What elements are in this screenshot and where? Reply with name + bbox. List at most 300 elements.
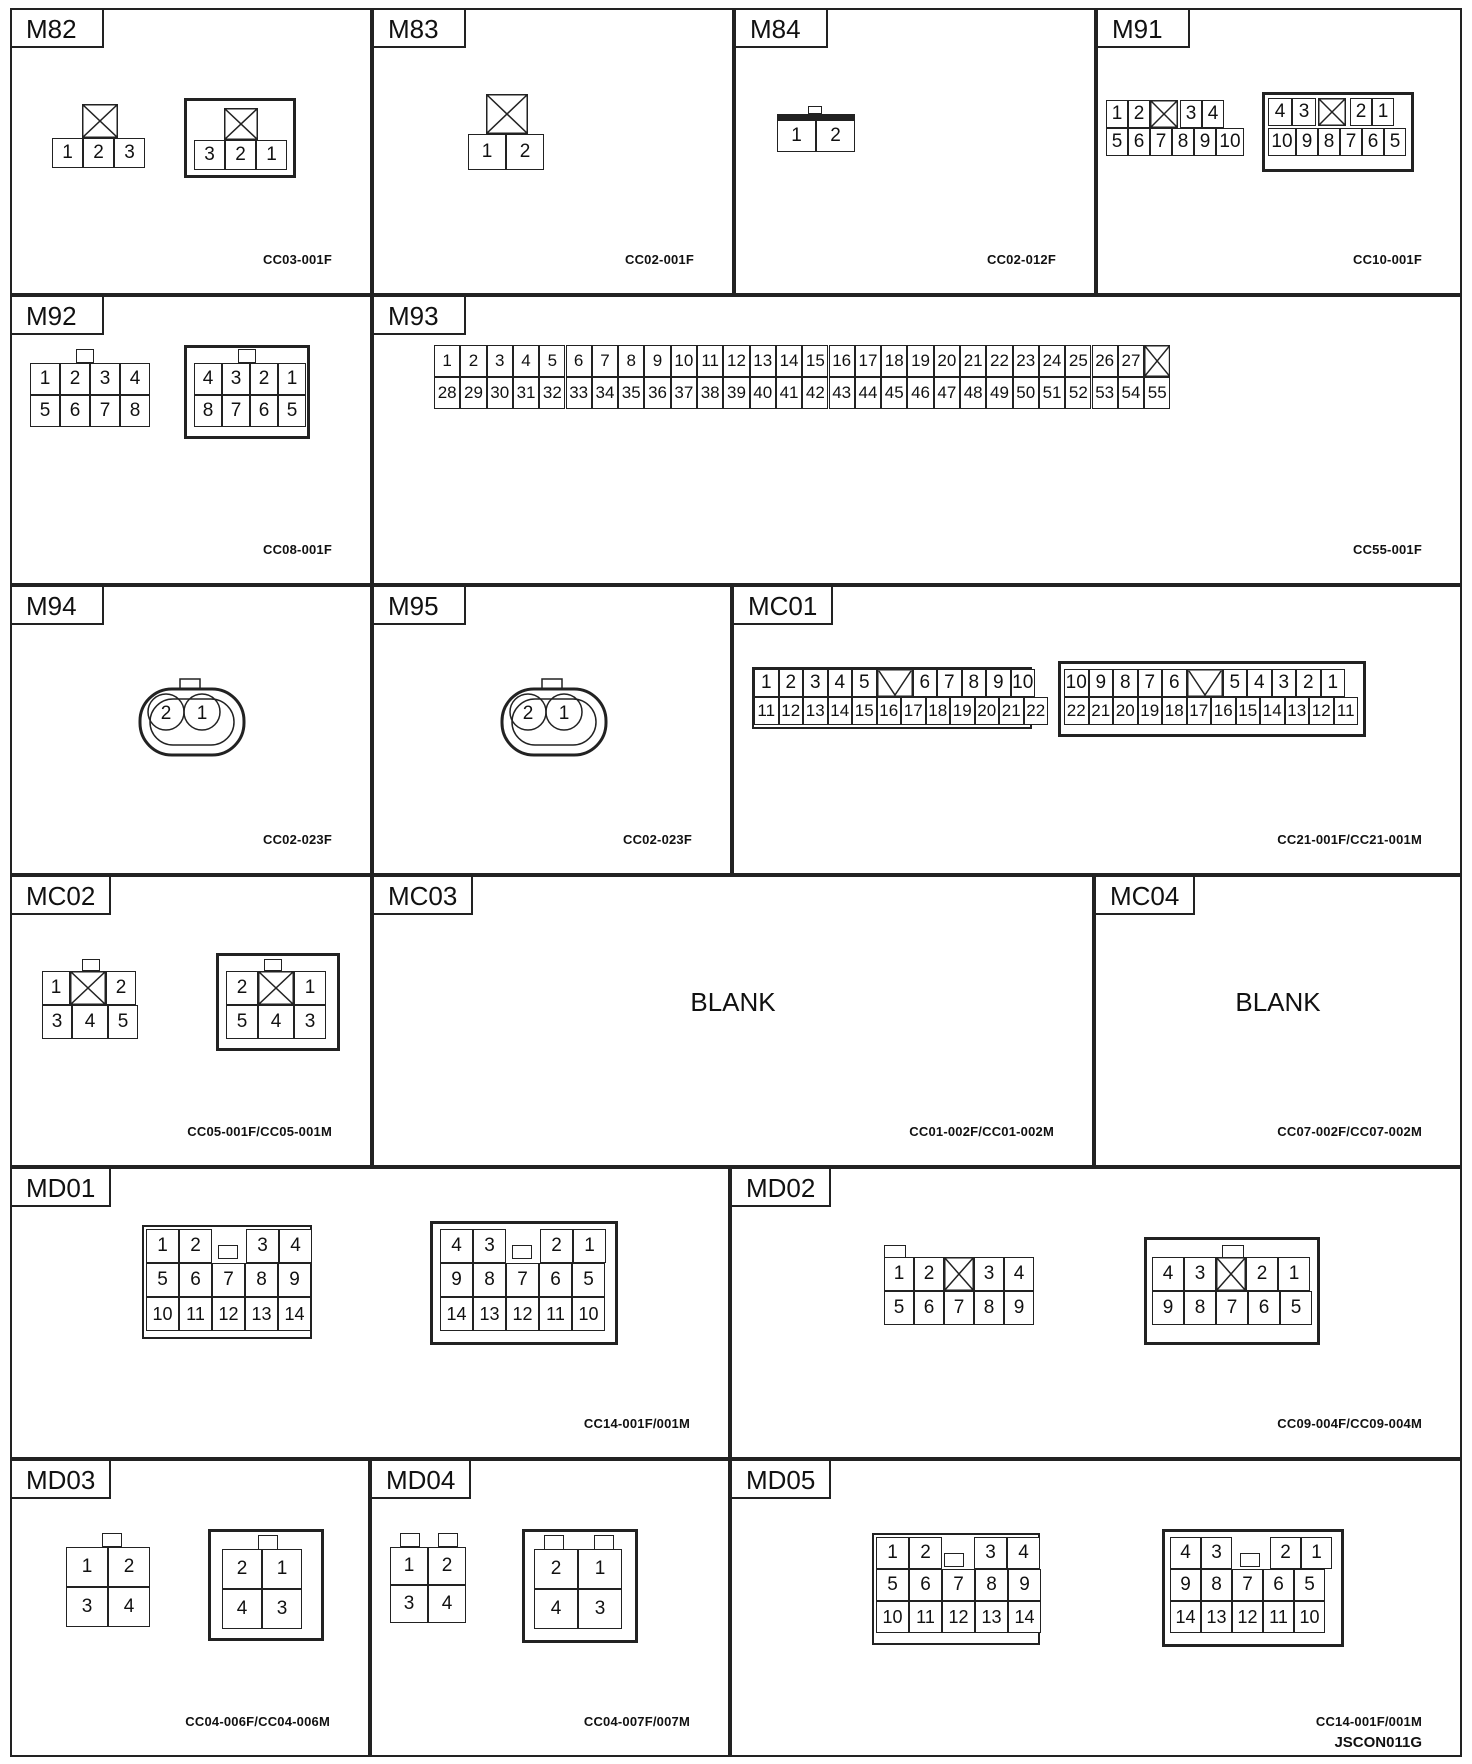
blocked-cavity-icon xyxy=(944,1257,974,1291)
pin-cavity: 2 xyxy=(225,140,256,170)
pin-cavity: 5 xyxy=(876,1569,909,1601)
round-pin xyxy=(508,692,548,732)
round-pin xyxy=(182,692,222,732)
pin-cavity: 13 xyxy=(473,1297,506,1331)
pin-cavity: 21 xyxy=(960,345,986,377)
pin-cavity: 44 xyxy=(855,377,881,409)
pin-cavity: 1 xyxy=(1106,100,1128,128)
pin-cavity: 3 xyxy=(1201,1537,1232,1569)
pin-cavity: 2 xyxy=(506,134,544,170)
pin-cavity: 3 xyxy=(246,1229,279,1263)
pin-cavity: 5 xyxy=(1294,1569,1325,1601)
pin-cavity: 9 xyxy=(1152,1291,1184,1325)
pin-cavity: 13 xyxy=(1201,1601,1232,1633)
pin-cavity: 9 xyxy=(1089,669,1114,697)
pin-cavity: 38 xyxy=(697,377,723,409)
pin-cavity: 3 xyxy=(803,669,828,697)
part-code: CC04-007F/007M xyxy=(583,1714,690,1729)
connector-id-label: MD01 xyxy=(12,1169,111,1207)
pin-cavity: 2 xyxy=(909,1537,942,1569)
pin-cavity: 7 xyxy=(937,669,962,697)
pin-cavity: 7 xyxy=(1138,669,1163,697)
pin-cavity: 4 xyxy=(1170,1537,1201,1569)
pin-cavity: 2 xyxy=(428,1547,466,1585)
pin-cavity: 4 xyxy=(513,345,539,377)
pin-cavity: 8 xyxy=(1318,128,1340,156)
locking-tab xyxy=(218,1245,238,1259)
pin-cavity: 1 xyxy=(52,138,83,168)
pin-cavity: 6 xyxy=(566,345,592,377)
pin-cavity: 1 xyxy=(1301,1537,1332,1569)
blocked-cavity-icon xyxy=(224,108,258,140)
part-code: CC14-001F/001M xyxy=(1315,1714,1422,1729)
connector-cell-mc04 xyxy=(1094,875,1462,1167)
pin-cavity: 6 xyxy=(909,1569,942,1601)
pin-cavity: 12 xyxy=(1309,697,1334,725)
pin-cavity: 2 xyxy=(460,345,486,377)
pin-cavity: 14 xyxy=(828,697,853,725)
connector-id-label: M94 xyxy=(12,587,104,625)
pin-cavity: 39 xyxy=(723,377,749,409)
pin-cavity: 1 xyxy=(777,120,816,152)
pin-cavity: 5 xyxy=(226,1005,258,1039)
pin-cavity: 5 xyxy=(1384,128,1406,156)
pin-cavity: 11 xyxy=(179,1297,212,1331)
part-code: CC21-001F/CC21-001M xyxy=(1277,832,1422,847)
pin-cavity: 47 xyxy=(934,377,960,409)
pin-cavity: 9 xyxy=(1194,128,1216,156)
pin-cavity: 23 xyxy=(1013,345,1039,377)
pin-cavity: 2 xyxy=(1296,669,1321,697)
pin-cavity: 1 xyxy=(876,1537,909,1569)
pin-cavity: 2 xyxy=(816,120,855,152)
pin-cavity: 19 xyxy=(1138,697,1163,725)
pin-cavity: 6 xyxy=(60,395,90,427)
locking-tab xyxy=(512,1245,532,1259)
pin-cavity: 11 xyxy=(909,1601,942,1633)
pin-cavity: 6 xyxy=(179,1263,212,1297)
pin-cavity: 1 xyxy=(262,1549,302,1589)
pin-cavity: 24 xyxy=(1039,345,1065,377)
pin-cavity: 2 xyxy=(60,363,90,395)
pin-cavity: 3 xyxy=(90,363,120,395)
pin-cavity: 8 xyxy=(1184,1291,1216,1325)
pin-cavity: 4 xyxy=(194,363,222,395)
connector-cell-md05 xyxy=(730,1459,1462,1757)
pin-cavity: 2 xyxy=(226,971,258,1005)
pin-cavity: 7 xyxy=(592,345,618,377)
pin-cavity: 3 xyxy=(578,1589,622,1629)
pin-cavity: 6 xyxy=(913,669,938,697)
pin-cavity: 5 xyxy=(884,1291,914,1325)
pin-cavity: 5 xyxy=(539,345,565,377)
part-code: CC09-004F/CC09-004M xyxy=(1277,1416,1422,1431)
pin-cavity: 6 xyxy=(1248,1291,1280,1325)
pin-cavity: 15 xyxy=(802,345,828,377)
pin-cavity: 22 xyxy=(986,345,1012,377)
pin-cavity: 1 xyxy=(1278,1257,1310,1291)
pin-cavity: 3 xyxy=(222,363,250,395)
pin-cavity: 17 xyxy=(855,345,881,377)
pin-cavity: 13 xyxy=(975,1601,1008,1633)
part-code: CC02-012F xyxy=(987,252,1056,267)
connector-cell-mc01 xyxy=(732,585,1462,875)
pin-cavity: 3 xyxy=(974,1257,1004,1291)
pin-cavity: 3 xyxy=(1180,100,1202,128)
pin-cavity: 1 xyxy=(146,1229,179,1263)
part-code: CC05-001F/CC05-001M xyxy=(187,1124,332,1139)
locking-tab xyxy=(76,349,94,363)
pin-cavity: 7 xyxy=(222,395,250,427)
connector-id-label: MC03 xyxy=(374,877,473,915)
pin-cavity: 4 xyxy=(1247,669,1272,697)
pin-cavity: 1 xyxy=(42,971,70,1005)
pin-cavity: 12 xyxy=(942,1601,975,1633)
connector-id-label: M84 xyxy=(736,10,828,48)
pin-cavity: 4 xyxy=(1007,1537,1040,1569)
pin-cavity: 8 xyxy=(975,1569,1008,1601)
connector-cell-md04 xyxy=(370,1459,730,1757)
locking-tab xyxy=(238,349,256,363)
pin-cavity: 12 xyxy=(506,1297,539,1331)
pin-cavity: 52 xyxy=(1065,377,1091,409)
pin-cavity: 1 xyxy=(278,363,306,395)
connector-cell-m84 xyxy=(734,8,1096,295)
pin-cavity: 4 xyxy=(120,363,150,395)
locking-tab xyxy=(808,106,822,114)
part-code: CC02-001F xyxy=(625,252,694,267)
connector-cell-m82 xyxy=(10,8,372,295)
pin-cavity: 4 xyxy=(72,1005,108,1039)
pin-cavity: 6 xyxy=(914,1291,944,1325)
pin-cavity: 10 xyxy=(1064,669,1089,697)
pin-cavity: 7 xyxy=(1340,128,1362,156)
pin-cavity: 21 xyxy=(1089,697,1114,725)
pin-cavity: 41 xyxy=(776,377,802,409)
blocked-cavity-icon xyxy=(82,104,118,138)
pin-cavity: 7 xyxy=(1232,1569,1263,1601)
part-code: CC01-002F/CC01-002M xyxy=(909,1124,1054,1139)
pin-cavity: 8 xyxy=(618,345,644,377)
pin-cavity: 8 xyxy=(245,1263,278,1297)
connector-id-label: M83 xyxy=(374,10,466,48)
blocked-cavity-icon xyxy=(486,94,528,134)
pin-cavity: 35 xyxy=(618,377,644,409)
pin-cavity: 19 xyxy=(907,345,933,377)
blocked-cavity-icon xyxy=(1318,98,1346,126)
pin-cavity: 10 xyxy=(572,1297,605,1331)
pin-cavity: 12 xyxy=(779,697,804,725)
pin-cavity: 8 xyxy=(1113,669,1138,697)
pin-cavity: 2 xyxy=(1246,1257,1278,1291)
pin-cavity: 7 xyxy=(1150,128,1172,156)
pin-cavity: 13 xyxy=(750,345,776,377)
pin-cavity: 5 xyxy=(108,1005,138,1039)
locking-tab xyxy=(944,1553,964,1567)
pin-cavity: 4 xyxy=(828,669,853,697)
pin-cavity: 42 xyxy=(802,377,828,409)
pin-cavity: 3 xyxy=(487,345,513,377)
connector-id-label: M95 xyxy=(374,587,466,625)
pin-cavity: 6 xyxy=(539,1263,572,1297)
pin-cavity: 4 xyxy=(1202,100,1224,128)
connector-id-label: MD02 xyxy=(732,1169,831,1207)
pin-cavity: 5 xyxy=(30,395,60,427)
pin-cavity: 12 xyxy=(212,1297,245,1331)
pin-cavity: 9 xyxy=(1296,128,1318,156)
pin-cavity: 1 xyxy=(1372,98,1394,126)
pin-cavity: 2 xyxy=(540,1229,573,1263)
pin-cavity: 31 xyxy=(513,377,539,409)
pin-cavity: 15 xyxy=(1236,697,1261,725)
pin-cavity: 3 xyxy=(194,140,225,170)
pin-cavity: 9 xyxy=(1008,1569,1041,1601)
pin-cavity: 2 xyxy=(779,669,804,697)
pin-cavity: 53 xyxy=(1092,377,1118,409)
connector-id-label: MC04 xyxy=(1096,877,1195,915)
pin-cavity: 13 xyxy=(803,697,828,725)
connector-id-label: M93 xyxy=(374,297,466,335)
connector-cell-m95 xyxy=(372,585,732,875)
locking-tab xyxy=(264,959,282,971)
pin-cavity: 11 xyxy=(754,697,779,725)
pin-cavity: 8 xyxy=(120,395,150,427)
pin-cavity: 5 xyxy=(278,395,306,427)
pin-cavity: 20 xyxy=(975,697,1000,725)
pin-cavity: 28 xyxy=(434,377,460,409)
part-code: CC02-023F xyxy=(623,832,692,847)
pin-cavity: 3 xyxy=(42,1005,72,1039)
pin-cavity: 1 xyxy=(573,1229,606,1263)
pin-cavity: 8 xyxy=(194,395,222,427)
blocked-cavity-icon xyxy=(1144,345,1170,377)
locking-tab xyxy=(400,1533,420,1547)
pin-cavity: 3 xyxy=(1292,98,1316,126)
pin-cavity: 14 xyxy=(1008,1601,1041,1633)
pin-cavity: 11 xyxy=(1263,1601,1294,1633)
svg-text:2: 2 xyxy=(160,703,172,724)
pin-cavity: 5 xyxy=(572,1263,605,1297)
pin-cavity: 15 xyxy=(852,697,877,725)
pin-cavity: 7 xyxy=(506,1263,539,1297)
connector-cell-m92 xyxy=(10,295,372,585)
pin-cavity: 5 xyxy=(1223,669,1248,697)
connector-id-label: M91 xyxy=(1098,10,1190,48)
part-code: CC10-001F xyxy=(1353,252,1422,267)
pin-cavity: 45 xyxy=(881,377,907,409)
connector-cell-m93 xyxy=(372,295,1462,585)
pin-cavity: 1 xyxy=(578,1549,622,1589)
svg-text:1: 1 xyxy=(196,703,208,724)
pin-cavity: 1 xyxy=(434,345,460,377)
pin-cavity: 16 xyxy=(1211,697,1236,725)
pin-cavity: 7 xyxy=(944,1291,974,1325)
pin-cavity: 8 xyxy=(473,1263,506,1297)
connector-id-label: MD04 xyxy=(372,1461,471,1499)
connector-cell-md01 xyxy=(10,1167,730,1459)
blocked-cavity-icon xyxy=(1150,100,1178,128)
pin-cavity: 2 xyxy=(83,138,114,168)
part-code: CC55-001F xyxy=(1353,542,1422,557)
pin-cavity: 2 xyxy=(179,1229,212,1263)
svg-text:1: 1 xyxy=(558,703,570,724)
pin-cavity: 5 xyxy=(1106,128,1128,156)
pin-cavity: 9 xyxy=(1004,1291,1034,1325)
pin-cavity: 18 xyxy=(926,697,951,725)
pin-cavity: 10 xyxy=(1216,128,1244,156)
pin-cavity: 3 xyxy=(294,1005,326,1039)
pin-cavity: 14 xyxy=(1260,697,1285,725)
pin-cavity: 7 xyxy=(212,1263,245,1297)
pin-cavity: 2 xyxy=(914,1257,944,1291)
pin-cavity: 6 xyxy=(1128,128,1150,156)
pin-cavity: 1 xyxy=(1321,669,1346,697)
connector-id-label: M82 xyxy=(12,10,104,48)
pin-cavity: 21 xyxy=(999,697,1024,725)
pin-cavity: 1 xyxy=(66,1547,108,1587)
pin-cavity: 17 xyxy=(901,697,926,725)
connector-id-label: MC02 xyxy=(12,877,111,915)
pin-cavity: 8 xyxy=(962,669,987,697)
pin-cavity: 7 xyxy=(90,395,120,427)
pin-cavity: 5 xyxy=(146,1263,179,1297)
part-code: CC08-001F xyxy=(263,542,332,557)
connector-id-label: MD03 xyxy=(12,1461,111,1499)
pin-cavity: 19 xyxy=(950,697,975,725)
pin-cavity: 22 xyxy=(1024,697,1049,725)
pin-cavity: 51 xyxy=(1039,377,1065,409)
pin-cavity: 6 xyxy=(1362,128,1384,156)
pin-cavity: 34 xyxy=(592,377,618,409)
pin-cavity: 26 xyxy=(1092,345,1118,377)
pin-cavity: 4 xyxy=(1268,98,1292,126)
pin-cavity: 1 xyxy=(884,1257,914,1291)
pin-cavity: 9 xyxy=(1170,1569,1201,1601)
locking-tab xyxy=(1240,1553,1260,1567)
pin-cavity: 13 xyxy=(245,1297,278,1331)
connector-cell-m83 xyxy=(372,8,734,295)
pin-cavity: 4 xyxy=(258,1005,294,1039)
pin-cavity: 32 xyxy=(539,377,565,409)
part-code: CC03-001F xyxy=(263,252,332,267)
pin-cavity: 25 xyxy=(1065,345,1091,377)
pin-cavity: 16 xyxy=(829,345,855,377)
part-code: CC02-023F xyxy=(263,832,332,847)
pin-cavity: 14 xyxy=(278,1297,311,1331)
pin-cavity: 4 xyxy=(440,1229,473,1263)
pin-cavity: 1 xyxy=(256,140,287,170)
pin-cavity: 4 xyxy=(534,1589,578,1629)
part-code: CC04-006F/CC04-006M xyxy=(185,1714,330,1729)
pin-cavity: 5 xyxy=(1280,1291,1312,1325)
pin-cavity: 43 xyxy=(829,377,855,409)
blank-notice: BLANK xyxy=(690,987,776,1017)
round-pin xyxy=(146,692,186,732)
pin-cavity: 4 xyxy=(108,1587,150,1627)
pin-cavity: 3 xyxy=(1272,669,1297,697)
pin-cavity: 4 xyxy=(279,1229,312,1263)
pin-cavity: 4 xyxy=(1004,1257,1034,1291)
pin-cavity: 10 xyxy=(146,1297,179,1331)
pin-cavity: 3 xyxy=(262,1589,302,1629)
sheet-reference: JSCON011G xyxy=(1334,1734,1422,1751)
pin-cavity: 50 xyxy=(1013,377,1039,409)
pin-cavity: 14 xyxy=(1170,1601,1201,1633)
connector-cell-md03 xyxy=(10,1459,370,1757)
pin-cavity: 27 xyxy=(1118,345,1144,377)
pin-cavity: 55 xyxy=(1144,377,1170,409)
pin-cavity: 14 xyxy=(776,345,802,377)
pin-cavity: 7 xyxy=(942,1569,975,1601)
pin-cavity: 33 xyxy=(566,377,592,409)
connector-cell-m94 xyxy=(10,585,372,875)
part-code: CC07-002F/CC07-002M xyxy=(1277,1124,1422,1139)
blank-notice: BLANK xyxy=(1235,987,1321,1017)
pin-cavity: 4 xyxy=(222,1589,262,1629)
pin-cavity: 40 xyxy=(750,377,776,409)
pin-cavity: 7 xyxy=(1216,1291,1248,1325)
pin-cavity: 10 xyxy=(1011,669,1036,697)
pin-cavity: 1 xyxy=(754,669,779,697)
round-pin xyxy=(544,692,584,732)
pin-cavity: 54 xyxy=(1118,377,1144,409)
pin-cavity: 9 xyxy=(644,345,670,377)
blocked-cavity-icon xyxy=(258,971,294,1005)
pin-cavity: 49 xyxy=(986,377,1012,409)
pin-cavity: 1 xyxy=(294,971,326,1005)
pin-cavity: 11 xyxy=(697,345,723,377)
pin-cavity: 1 xyxy=(390,1547,428,1585)
pin-cavity: 11 xyxy=(539,1297,572,1331)
pin-cavity: 36 xyxy=(644,377,670,409)
connector-id-label: MD05 xyxy=(732,1461,831,1499)
pin-cavity: 29 xyxy=(460,377,486,409)
pin-cavity: 9 xyxy=(440,1263,473,1297)
pin-cavity: 3 xyxy=(66,1587,108,1627)
pin-cavity: 2 xyxy=(106,971,136,1005)
locking-tab xyxy=(438,1533,458,1547)
pin-cavity: 2 xyxy=(1350,98,1372,126)
pin-cavity: 2 xyxy=(1128,100,1150,128)
pin-cavity: 10 xyxy=(671,345,697,377)
pin-cavity: 12 xyxy=(723,345,749,377)
pin-cavity: 17 xyxy=(1187,697,1212,725)
pin-cavity: 2 xyxy=(222,1549,262,1589)
pin-cavity: 18 xyxy=(881,345,907,377)
pin-cavity: 5 xyxy=(852,669,877,697)
connector-cell-mc02 xyxy=(10,875,372,1167)
pin-cavity: 2 xyxy=(250,363,278,395)
connector-cell-m91 xyxy=(1096,8,1462,295)
pin-cavity: 22 xyxy=(1064,697,1089,725)
pin-cavity: 13 xyxy=(1285,697,1310,725)
locking-tab xyxy=(82,959,100,971)
pin-cavity: 3 xyxy=(974,1537,1007,1569)
blocked-cavity-icon xyxy=(1216,1257,1246,1291)
pin-cavity: 20 xyxy=(934,345,960,377)
pin-cavity: 46 xyxy=(907,377,933,409)
pin-cavity: 3 xyxy=(114,138,145,168)
pin-cavity: 8 xyxy=(1201,1569,1232,1601)
pin-cavity: 4 xyxy=(1152,1257,1184,1291)
pin-cavity: 16 xyxy=(877,697,902,725)
pin-cavity: 20 xyxy=(1113,697,1138,725)
pin-cavity: 9 xyxy=(986,669,1011,697)
pin-cavity: 2 xyxy=(534,1549,578,1589)
connector-cell-md02 xyxy=(730,1167,1462,1459)
pin-cavity: 18 xyxy=(1162,697,1187,725)
key-notch-icon xyxy=(877,669,913,697)
